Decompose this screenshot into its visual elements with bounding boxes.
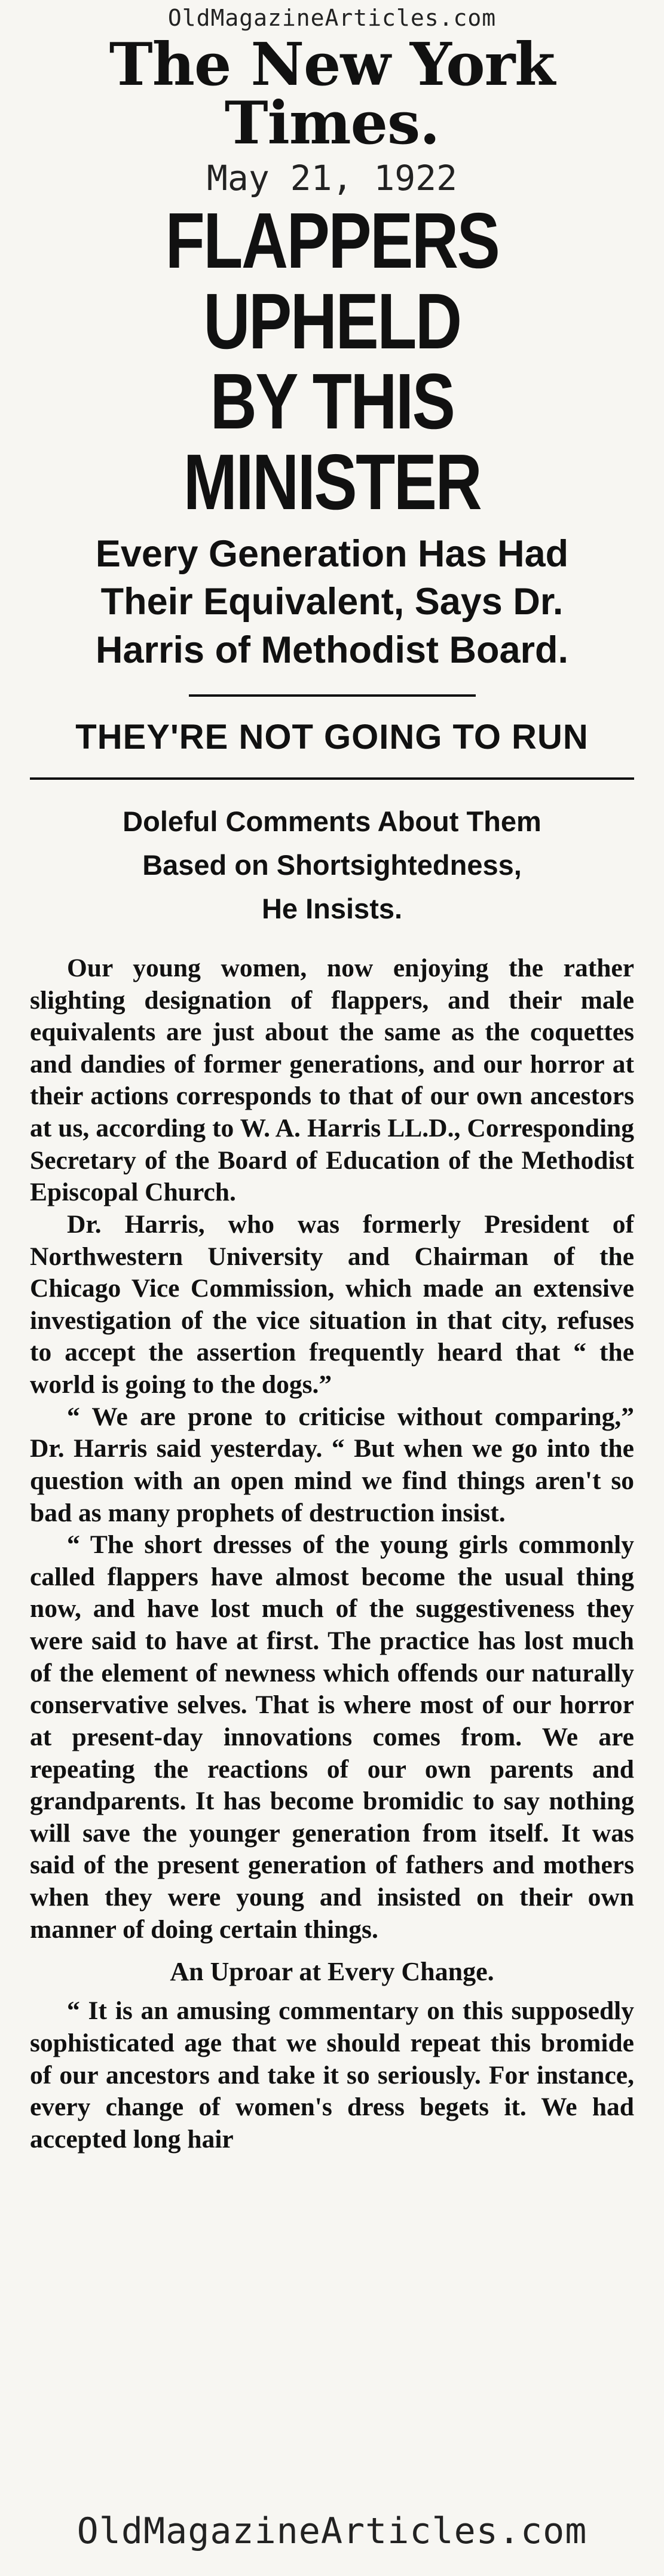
headline-line: FLAPPERS UPHELD <box>165 197 499 365</box>
headline-line: BY THIS MINISTER <box>183 357 481 526</box>
deck-tertiary <box>30 800 634 931</box>
site-url-bottom: OldMagazineArticles.com <box>77 2510 587 2552</box>
deck-line: He Insists. <box>261 893 403 925</box>
deck-line: Based on Shortsightedness, <box>142 849 522 881</box>
headline <box>84 197 580 526</box>
article-paragraph: Dr. Harris, who was formerly President of Northwestern University and Chairman of the Chicago Vice Commission, which made an extensive investigation of the vice situation in that city, refuses to accept the assertion frequently heard that “ the world is going to the dogs.” <box>30 1209 634 1399</box>
deck-line: Their Equivalent, Says Dr. <box>100 581 564 623</box>
deck-line: Every Generation Has Had <box>95 532 569 575</box>
divider-rule <box>189 694 476 697</box>
publication-date: May 21, 1922 <box>206 158 458 198</box>
deck-line: Doleful Comments About Them <box>123 805 541 838</box>
article-paragraph: “ It is an amusing commentary on this supposedly sophisticated age that we should repeat this bromide of our ancestors and take it so seriously. For instance, every change of women's dress begets it. We had accepted long hair <box>30 1996 634 2154</box>
article-body <box>30 952 634 2156</box>
deck-primary <box>30 530 634 675</box>
site-url-top: OldMagazineArticles.com <box>167 5 497 31</box>
article-paragraph: Our young women, now enjoying the rather slighting designation of flappers, and their male equivalents are just about the same as the coquettes and dandies of former generations, and our horror at their actions corresponds to that of our own ancestors at us, according to W. A. Harris LL.D., Corresponding Secretary of the Board of Education of the Methodist Episcopal Church. <box>30 953 634 1207</box>
divider-rule <box>30 777 634 780</box>
article-paragraph: “ The short dresses of the young girls commonly called flappers have almost become the usual thing now, and have lost much of the suggestiveness they were said to have at first. The practice has lost much of the element of newness which offends our naturally conservative selves. That is where most of our horror at present-day innovations comes from. We are repeating the reactions of our own parents and grandparents. It has become bromidic to say nothing will save the younger generation from itself. It was said of the present generation of fathers and mothers when they were young and insisted on their own manner of doing certain things. <box>30 1530 634 1944</box>
article-subhead: An Uproar at Every Change. <box>170 1957 494 1987</box>
deck-secondary: THEY'RE NOT GOING TO RUN <box>75 718 589 757</box>
newspaper-masthead: The New York Times. <box>109 30 555 158</box>
deck-line: Harris of Methodist Board. <box>95 629 569 671</box>
article-paragraph: “ We are prone to criticise without comparing,” Dr. Harris said yesterday. “ But when we go into the question with an open mind we find things aren't so bad as many prophets of destruction insist. <box>30 1402 634 1527</box>
